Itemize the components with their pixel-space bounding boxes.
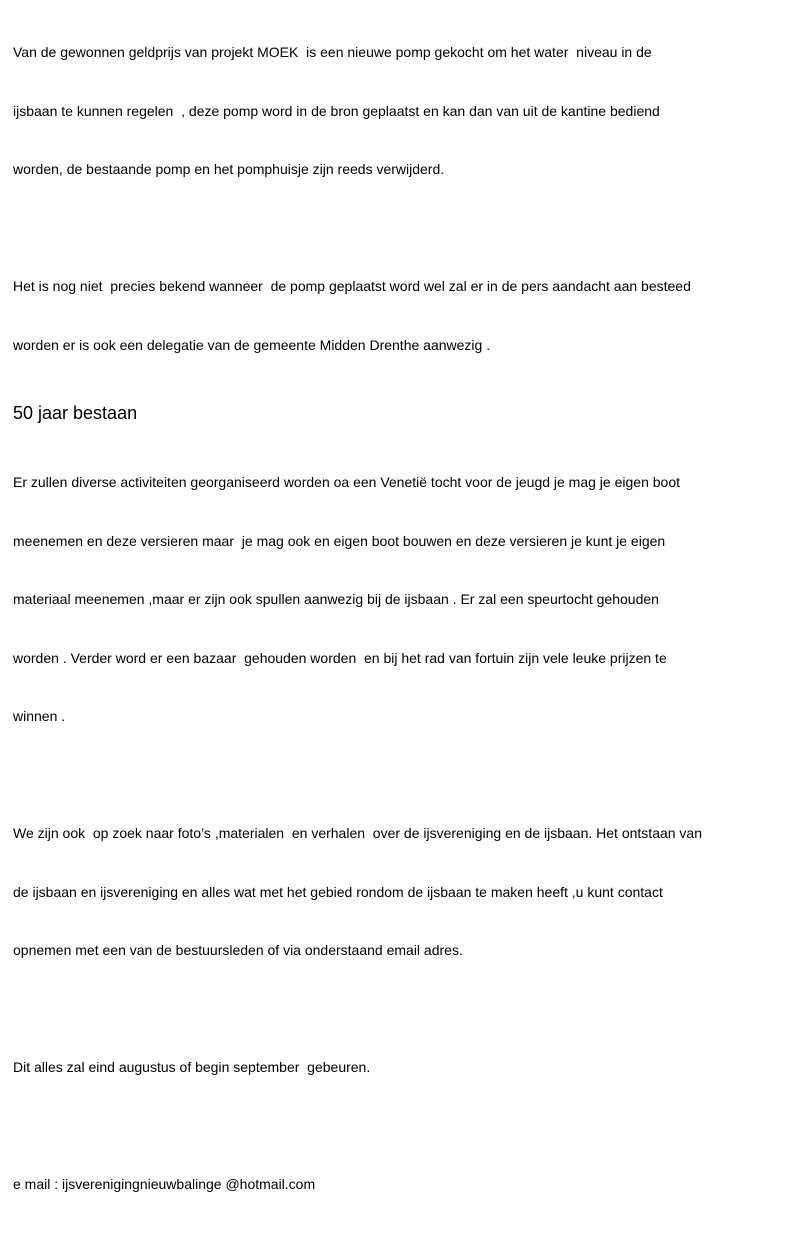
email-line: e mail : ijsverenigingnieuwbalinge @hotmail.com: [13, 1176, 316, 1192]
text-line: worden . Verder word er een bazaar gehouden worden en bij het rad van fortuin zijn vele leuke prijzen te: [13, 649, 667, 666]
text-line: de ijsbaan en ijsvereniging en alles wat met het gebied rondom de ijsbaan te maken heeft ,u kunt contact: [13, 883, 663, 900]
document-page: [13, 4, 778, 1234]
text-line: Er zullen diverse activiteiten georganiseerd worden oa een Venetië tocht voor de jeugd je mag je eigen boot: [13, 474, 680, 490]
text-line: opnemen met een van de bestuursleden of via onderstaand email adres.: [13, 942, 463, 958]
text-line: worden er is ook een delegatie van de gemeente Midden Drenthe aanwezig .: [13, 336, 491, 353]
text-line: ijsbaan te kunnen regelen , deze pomp word in de bron geplaatst en kan dan van uit de kantine bediend: [13, 102, 660, 119]
paragraph-pump: [13, 4, 778, 219]
text-line: Dit alles zal eind augustus of begin september gebeuren.: [13, 1059, 371, 1075]
paragraph-spacer: [13, 219, 778, 239]
paragraph-press: [13, 238, 778, 394]
section-heading: 50 jaar bestaan: [13, 403, 138, 423]
text-line: Van de gewonnen geldprijs van projekt MOEK is een nieuwe pomp gekocht om het water niveau in de: [13, 44, 652, 60]
paragraph-photos: [13, 785, 778, 1000]
paragraph-spacer: [13, 766, 778, 786]
text-line: worden, de bestaande pomp en het pomphuisje zijn reeds verwijderd.: [13, 161, 445, 177]
paragraph-activities: [13, 434, 778, 766]
text-line: We zijn ook op zoek naar foto’s ,materialen en verhalen over de ijsvereniging en de ijsbaan. Het ontstaan van: [13, 825, 703, 841]
text-line: materiaal meenemen ,maar er zijn ook spullen aanwezig bij de ijsbaan . Er zal een speurtocht gehouden: [13, 591, 659, 607]
paragraph-email: [13, 1136, 778, 1234]
paragraph-date: [13, 1019, 778, 1117]
text-line: Het is nog niet precies bekend wanneer de pomp geplaatst word wel zal er in de pers aandacht aan besteed: [13, 278, 691, 294]
paragraph-spacer: [13, 1000, 778, 1020]
paragraph-spacer: [13, 1117, 778, 1137]
text-line: winnen .: [13, 708, 66, 724]
text-line: meenemen en deze versieren maar je mag ook en eigen boot bouwen en deze versieren je kunt je eigen: [13, 532, 666, 549]
